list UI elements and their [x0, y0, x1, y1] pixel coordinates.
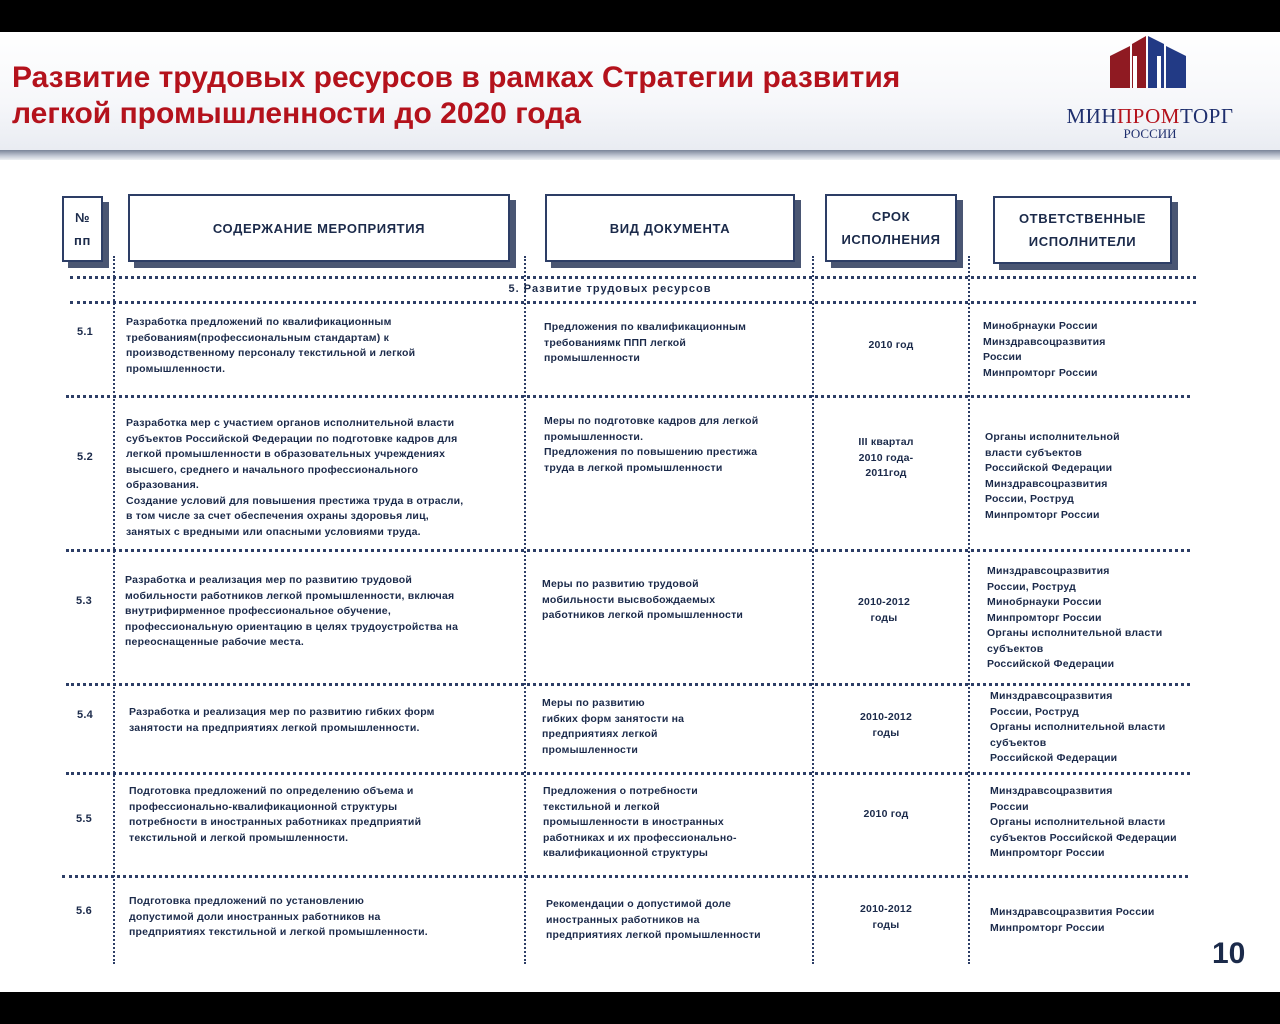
title-line-1: Развитие трудовых ресурсов в рамках Стратегии развития	[12, 61, 901, 94]
section-title: 5. Развитие трудовых ресурсов	[508, 283, 712, 295]
header-doc-type: ВИД ДОКУМЕНТА	[545, 194, 795, 262]
slide	[0, 32, 1280, 992]
logo-subtitle: РОССИИ	[1123, 126, 1177, 141]
header-content: СОДЕРЖАНИЕ МЕРОПРИЯТИЯ	[128, 194, 510, 262]
row-2-term: III квартал 2010 года- 2011год	[858, 436, 914, 479]
row-5-doc: Предложения о потребности текстильной и легкой промышленности в иностранных работниках и их профессионально- квалификационной структуры	[543, 785, 737, 859]
page-title	[12, 60, 1012, 132]
col-divider-2	[524, 256, 526, 964]
row-2-content: Разработка мер с участием органов исполнительной власти субъектов Российской Федерации по подготовке кадров для легкой промышленности в образовательных учреждениях высшего, среднего и начального профессионального образования. Создание условий для повышения престижа труда в отрасли, в том числе за счет обеспечения охраны здоровья лиц, занятых с вредными или опасными условиями труда.	[126, 417, 464, 538]
row-5-term: 2010 год	[863, 808, 909, 820]
header-num: № пп	[62, 196, 103, 262]
logo-text-left: МИН	[1066, 104, 1117, 128]
col-divider-3	[812, 256, 814, 964]
row-1-doc: Предложения по квалификационным требованиямк ППП легкой промышленности	[544, 321, 747, 364]
row-3-num: 5.3	[76, 595, 92, 607]
row-3-term: 2010-2012 годы	[857, 596, 910, 624]
header-responsible: ОТВЕТСТВЕННЫЕ ИСПОЛНИТЕЛИ	[993, 196, 1172, 264]
row-3-doc: Меры по развитию трудовой мобильности высвобождаемых работников легкой промышленности	[542, 578, 744, 621]
row-1-term: 2010 год	[868, 339, 914, 351]
minpromtorg-logo	[1050, 36, 1260, 146]
divider-row-2	[66, 549, 1190, 552]
row-6-term: 2010-2012 годы	[859, 903, 912, 931]
logo-text-right: ТОРГ	[1179, 104, 1234, 128]
row-3-content: Разработка и реализация мер по развитию трудовой мобильности работников легкой промышленности, включая внутрифирменное профессиональное обучение, профессиональную ориентацию в целях трудоустройства на переоснащенные рабочие места.	[125, 574, 459, 648]
title-line-2: легкой промышленности до 2020 года	[12, 97, 581, 130]
row-1-content: Разработка предложений по квалификационным требованиям(профессиональным стандартам) к производственному персоналу текстильной и легкой промышленности.	[126, 316, 416, 375]
row-4-doc: Меры по развитию гибких форм занятости на предприятиях легкой промышленности	[542, 697, 685, 756]
row-4-resp: Минздравсоцразвития России, Роструд Органы исполнительной власти субъектов Российской Федерации	[990, 690, 1166, 764]
divider-header	[70, 276, 1196, 279]
divider-section	[70, 301, 1196, 304]
header-divider	[0, 150, 1280, 160]
col-divider-4	[968, 256, 970, 964]
row-4-content: Разработка и реализация мер по развитию гибких форм занятости на предприятиях легкой промышленности.	[129, 706, 435, 734]
row-6-resp: Минздравсоцразвития России Минпромторг России	[990, 906, 1155, 934]
row-6-num: 5.6	[76, 905, 92, 917]
page-number: 10	[1212, 937, 1246, 970]
row-6-content: Подготовка предложений по установлению допустимой доли иностранных работников на предприятиях текстильной и легкой промышленности.	[129, 895, 428, 938]
divider-row-4	[66, 772, 1190, 775]
row-2-num: 5.2	[77, 451, 93, 463]
row-4-term: 2010-2012 годы	[859, 711, 912, 739]
row-2-doc: Меры по подготовке кадров для легкой промышленности. Предложения по повышению престижа труда в легкой промышленности	[544, 415, 759, 474]
row-5-resp: Минздравсоцразвития России Органы исполнительной власти субъектов Российской Федерации Минпромторг России	[990, 785, 1177, 859]
row-5-content: Подготовка предложений по определению объема и профессионально-квалификационной структуры потребности в иностранных работниках предприятий текстильной и легкой промышленности.	[129, 785, 422, 844]
col-divider-1	[113, 256, 115, 964]
row-3-resp: Минздравсоцразвития России, Роструд Минобрнауки России Минпромторг России Органы исполнительной власти субъектов Российской Федерации	[987, 565, 1163, 670]
header-term: СРОК ИСПОЛНЕНИЯ	[825, 194, 957, 262]
logo-text-mid: ПРОМ	[1117, 104, 1180, 128]
divider-row-5	[62, 875, 1188, 878]
logo-emblem-icon	[1050, 36, 1260, 106]
row-6-doc: Рекомендации о допустимой доле иностранных работников на предприятиях легкой промышленности	[546, 898, 761, 941]
row-1-num: 5.1	[77, 326, 93, 338]
row-1-resp: Минобрнауки России Минздравсоцразвития России Минпромторг России	[983, 320, 1106, 379]
row-5-num: 5.5	[76, 813, 92, 825]
divider-row-3	[66, 683, 1190, 686]
row-2-resp: Органы исполнительной власти субъектов Российской Федерации Минздравсоцразвития России, Роструд Минпромторг России	[985, 431, 1120, 521]
divider-row-1	[66, 395, 1190, 398]
row-4-num: 5.4	[77, 709, 93, 721]
